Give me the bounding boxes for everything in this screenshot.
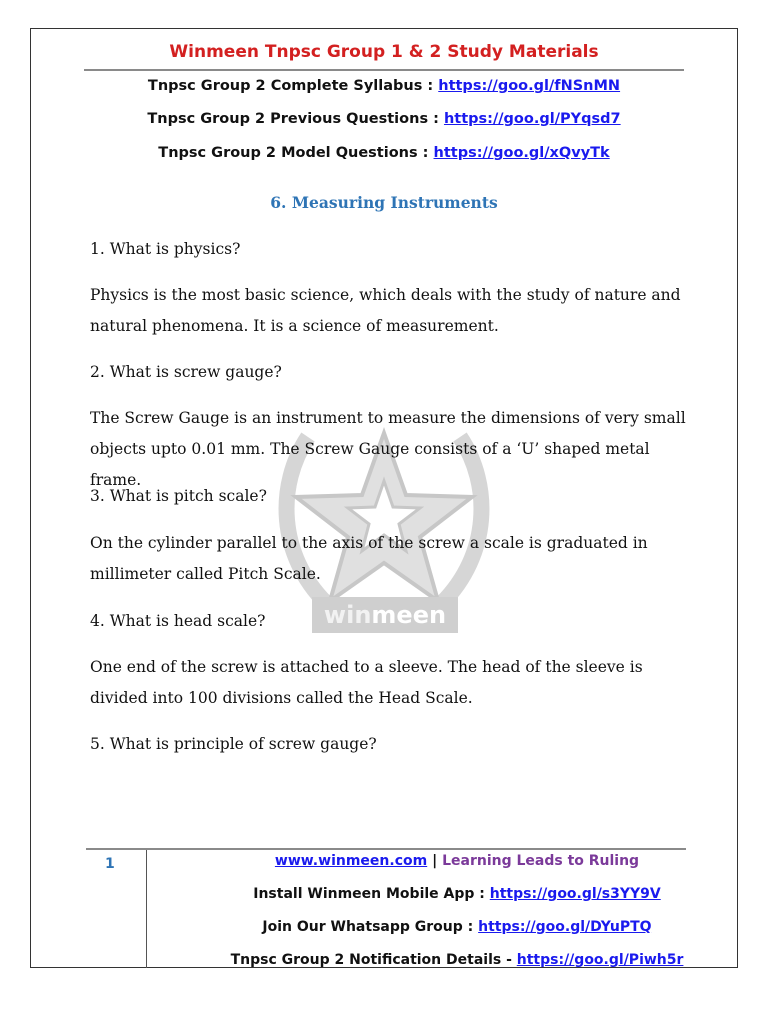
model-questions-link-line: [0, 145, 768, 161]
whatsapp-label: Join Our Whatsapp Group :: [262, 919, 479, 935]
answer-3: On the cylinder parallel to the axis of the screw a scale is graduated in millimeter called Pitch Scale.: [90, 534, 648, 583]
footer-separator: |: [427, 853, 443, 869]
answer-4: One end of the screw is attached to a sleeve. The head of the sleeve is divided into 100 divisions called the Head Scale.: [90, 658, 643, 707]
answer-1: Physics is the most basic science, which deals with the study of nature and natural phenomena. It is a science of measurement.: [90, 286, 681, 335]
syllabus-link-line: [0, 78, 768, 94]
whatsapp-link-line: [146, 919, 768, 935]
footer-rule: [86, 848, 686, 850]
tagline: Learning Leads to Ruling: [442, 853, 640, 869]
notification-label: Tnpsc Group 2 Notification Details -: [230, 952, 517, 968]
watermark-text-a: win: [323, 601, 372, 629]
model-questions-link[interactable]: https://goo.gl/xQvyTk: [433, 145, 610, 161]
question-3: 3. What is pitch scale?: [90, 487, 267, 505]
mobile-app-label: Install Winmeen Mobile App :: [253, 886, 490, 902]
watermark-text-b: meen: [371, 601, 447, 629]
previous-questions-label: Tnpsc Group 2 Previous Questions :: [147, 111, 444, 127]
syllabus-label: Tnpsc Group 2 Complete Syllabus :: [147, 78, 439, 94]
section-title: 6. Measuring Instruments: [270, 193, 498, 212]
previous-questions-link[interactable]: https://goo.gl/PYqsd7: [443, 111, 621, 127]
notification-link[interactable]: https://goo.gl/Piwh5r: [516, 952, 684, 968]
header-title: Winmeen Tnpsc Group 1 & 2 Study Materials: [169, 42, 599, 62]
answer-2: The Screw Gauge is an instrument to measure the dimensions of very small objects upto 0.01 mm. The Screw Gauge consists of a ‘U’ shaped metal frame.: [90, 409, 686, 489]
mobile-app-link-line: [146, 886, 768, 902]
notification-link-line: [146, 952, 768, 968]
footer-site-line: [146, 853, 768, 869]
question-1: 1. What is physics?: [90, 240, 241, 258]
whatsapp-link[interactable]: https://goo.gl/DYuPTQ: [478, 919, 652, 935]
question-5: 5. What is principle of screw gauge?: [90, 735, 377, 753]
model-questions-label: Tnpsc Group 2 Model Questions :: [158, 145, 434, 161]
site-link[interactable]: www.winmeen.com: [274, 853, 428, 869]
mobile-app-link[interactable]: https://goo.gl/s3YY9V: [489, 886, 661, 902]
question-4: 4. What is head scale?: [90, 612, 266, 630]
question-2: 2. What is screw gauge?: [90, 363, 282, 381]
page-number: 1: [105, 856, 115, 872]
header-rule: [84, 69, 684, 71]
syllabus-link[interactable]: https://goo.gl/fNSnMN: [438, 78, 621, 94]
previous-questions-link-line: [0, 111, 768, 127]
